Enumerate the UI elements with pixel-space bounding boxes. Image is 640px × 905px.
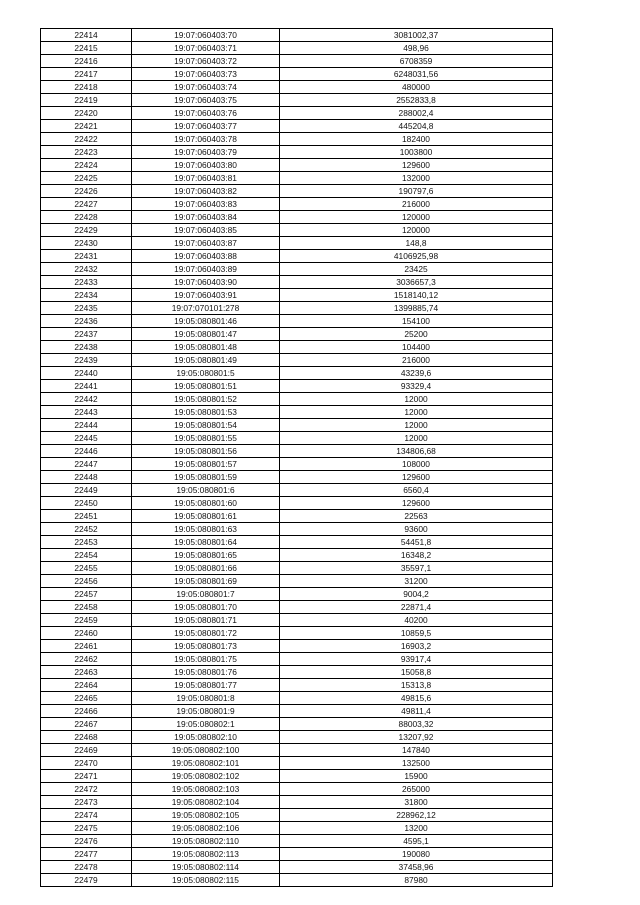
cadastral-number-cell: 19:07:060403:73 (132, 68, 280, 81)
table-row (41, 614, 553, 627)
table-row (41, 445, 553, 458)
value-cell: 12000 (280, 393, 553, 406)
cadastral-number-cell: 19:07:060403:70 (132, 29, 280, 42)
table-row (41, 55, 553, 68)
value-cell: 13200 (280, 822, 553, 835)
cadastral-number-cell: 19:05:080802:113 (132, 848, 280, 861)
value-cell: 129600 (280, 497, 553, 510)
value-cell: 12000 (280, 406, 553, 419)
cadastral-number-cell: 19:05:080801:75 (132, 653, 280, 666)
value-cell: 31800 (280, 796, 553, 809)
table-row (41, 770, 553, 783)
value-cell: 6248031,56 (280, 68, 553, 81)
value-cell: 4595,1 (280, 835, 553, 848)
value-cell: 129600 (280, 159, 553, 172)
table-row (41, 588, 553, 601)
table-row (41, 29, 553, 42)
cadastral-number-cell: 19:05:080801:69 (132, 575, 280, 588)
cadastral-number-cell: 19:05:080802:100 (132, 744, 280, 757)
table-row (41, 484, 553, 497)
value-cell: 6708359 (280, 55, 553, 68)
row-number-cell: 22475 (41, 822, 132, 835)
row-number-cell: 22474 (41, 809, 132, 822)
table-row (41, 458, 553, 471)
value-cell: 40200 (280, 614, 553, 627)
row-number-cell: 22478 (41, 861, 132, 874)
table-row (41, 822, 553, 835)
table-row (41, 172, 553, 185)
value-cell: 445204,8 (280, 120, 553, 133)
value-cell: 16348,2 (280, 549, 553, 562)
value-cell: 182400 (280, 133, 553, 146)
value-cell: 134806,68 (280, 445, 553, 458)
cadastral-number-cell: 19:05:080801:60 (132, 497, 280, 510)
cadastral-number-cell: 19:05:080801:8 (132, 692, 280, 705)
row-number-cell: 22416 (41, 55, 132, 68)
cadastral-number-cell: 19:07:060403:88 (132, 250, 280, 263)
cadastral-number-cell: 19:05:080801:7 (132, 588, 280, 601)
table-row (41, 653, 553, 666)
value-cell: 288002,4 (280, 107, 553, 120)
row-number-cell: 22462 (41, 653, 132, 666)
table-row (41, 783, 553, 796)
row-number-cell: 22425 (41, 172, 132, 185)
cadastral-number-cell: 19:05:080802:115 (132, 874, 280, 887)
value-cell: 480000 (280, 81, 553, 94)
row-number-cell: 22479 (41, 874, 132, 887)
row-number-cell: 22466 (41, 705, 132, 718)
row-number-cell: 22431 (41, 250, 132, 263)
row-number-cell: 22429 (41, 224, 132, 237)
row-number-cell: 22414 (41, 29, 132, 42)
cadastral-number-cell: 19:05:080802:103 (132, 783, 280, 796)
row-number-cell: 22457 (41, 588, 132, 601)
table-row (41, 159, 553, 172)
table-row (41, 809, 553, 822)
table-row (41, 367, 553, 380)
row-number-cell: 22419 (41, 94, 132, 107)
row-number-cell: 22456 (41, 575, 132, 588)
table-row (41, 497, 553, 510)
table-row (41, 848, 553, 861)
table-row (41, 575, 553, 588)
cadastral-number-cell: 19:05:080801:54 (132, 419, 280, 432)
row-number-cell: 22448 (41, 471, 132, 484)
row-number-cell: 22449 (41, 484, 132, 497)
row-number-cell: 22435 (41, 302, 132, 315)
row-number-cell: 22423 (41, 146, 132, 159)
cadastral-number-cell: 19:05:080801:71 (132, 614, 280, 627)
cadastral-number-cell: 19:07:060403:83 (132, 198, 280, 211)
table-row (41, 679, 553, 692)
cadastral-number-cell: 19:07:060403:90 (132, 276, 280, 289)
cadastral-number-cell: 19:05:080801:77 (132, 679, 280, 692)
cadastral-number-cell: 19:05:080801:5 (132, 367, 280, 380)
value-cell: 148,8 (280, 237, 553, 250)
cadastral-number-cell: 19:05:080801:48 (132, 341, 280, 354)
row-number-cell: 22473 (41, 796, 132, 809)
row-number-cell: 22430 (41, 237, 132, 250)
row-number-cell: 22437 (41, 328, 132, 341)
cadastral-number-cell: 19:07:060403:84 (132, 211, 280, 224)
table-row (41, 549, 553, 562)
row-number-cell: 22441 (41, 380, 132, 393)
value-cell: 35597,1 (280, 562, 553, 575)
cadastral-number-cell: 19:05:080802:101 (132, 757, 280, 770)
value-cell: 2552833,8 (280, 94, 553, 107)
table-row (41, 42, 553, 55)
row-number-cell: 22440 (41, 367, 132, 380)
cadastral-number-cell: 19:05:080801:49 (132, 354, 280, 367)
cadastral-number-cell: 19:05:080801:59 (132, 471, 280, 484)
row-number-cell: 22427 (41, 198, 132, 211)
value-cell: 498,96 (280, 42, 553, 55)
row-number-cell: 22463 (41, 666, 132, 679)
value-cell: 12000 (280, 432, 553, 445)
cadastral-number-cell: 19:05:080802:1 (132, 718, 280, 731)
value-cell: 1399885,74 (280, 302, 553, 315)
cadastral-number-cell: 19:05:080801:6 (132, 484, 280, 497)
value-cell: 23425 (280, 263, 553, 276)
cadastral-number-cell: 19:07:060403:78 (132, 133, 280, 146)
value-cell: 22871,4 (280, 601, 553, 614)
cadastral-number-cell: 19:05:080801:70 (132, 601, 280, 614)
value-cell: 265000 (280, 783, 553, 796)
row-number-cell: 22445 (41, 432, 132, 445)
cadastral-number-cell: 19:05:080801:61 (132, 510, 280, 523)
table-row (41, 198, 553, 211)
value-cell: 228962,12 (280, 809, 553, 822)
row-number-cell: 22469 (41, 744, 132, 757)
table-row (41, 289, 553, 302)
table-row (41, 263, 553, 276)
row-number-cell: 22434 (41, 289, 132, 302)
table-row (41, 731, 553, 744)
cadastral-number-cell: 19:05:080802:105 (132, 809, 280, 822)
table-row (41, 224, 553, 237)
table-row (41, 133, 553, 146)
value-cell: 108000 (280, 458, 553, 471)
value-cell: 43239,6 (280, 367, 553, 380)
table-row (41, 406, 553, 419)
table-row (41, 393, 553, 406)
table-row (41, 536, 553, 549)
value-cell: 154100 (280, 315, 553, 328)
row-number-cell: 22451 (41, 510, 132, 523)
row-number-cell: 22426 (41, 185, 132, 198)
table-row (41, 94, 553, 107)
table-row (41, 601, 553, 614)
table-row (41, 328, 553, 341)
value-cell: 31200 (280, 575, 553, 588)
row-number-cell: 22424 (41, 159, 132, 172)
value-cell: 120000 (280, 211, 553, 224)
table-row (41, 692, 553, 705)
cadastral-number-cell: 19:07:060403:76 (132, 107, 280, 120)
row-number-cell: 22467 (41, 718, 132, 731)
row-number-cell: 22454 (41, 549, 132, 562)
value-cell: 93917,4 (280, 653, 553, 666)
table-row (41, 796, 553, 809)
cadastral-number-cell: 19:07:070101:278 (132, 302, 280, 315)
value-cell: 10859,5 (280, 627, 553, 640)
table-row (41, 666, 553, 679)
value-cell: 129600 (280, 471, 553, 484)
cadastral-number-cell: 19:05:080802:104 (132, 796, 280, 809)
cadastral-number-cell: 19:05:080801:64 (132, 536, 280, 549)
cadastral-number-cell: 19:07:060403:72 (132, 55, 280, 68)
row-number-cell: 22420 (41, 107, 132, 120)
value-cell: 147840 (280, 744, 553, 757)
row-number-cell: 22476 (41, 835, 132, 848)
table-row (41, 146, 553, 159)
row-number-cell: 22464 (41, 679, 132, 692)
row-number-cell: 22432 (41, 263, 132, 276)
table-row (41, 120, 553, 133)
value-cell: 132500 (280, 757, 553, 770)
cadastral-number-cell: 19:05:080801:65 (132, 549, 280, 562)
row-number-cell: 22459 (41, 614, 132, 627)
row-number-cell: 22443 (41, 406, 132, 419)
cadastral-number-cell: 19:07:060403:85 (132, 224, 280, 237)
row-number-cell: 22417 (41, 68, 132, 81)
row-number-cell: 22458 (41, 601, 132, 614)
row-number-cell: 22418 (41, 81, 132, 94)
row-number-cell: 22455 (41, 562, 132, 575)
row-number-cell: 22439 (41, 354, 132, 367)
cadastral-number-cell: 19:05:080801:46 (132, 315, 280, 328)
cadastral-number-cell: 19:05:080801:55 (132, 432, 280, 445)
table-row (41, 861, 553, 874)
row-number-cell: 22446 (41, 445, 132, 458)
row-number-cell: 22444 (41, 419, 132, 432)
value-cell: 3081002,37 (280, 29, 553, 42)
table-row (41, 107, 553, 120)
table-row (41, 432, 553, 445)
table-row (41, 627, 553, 640)
table-row (41, 211, 553, 224)
table-row (41, 757, 553, 770)
row-number-cell: 22428 (41, 211, 132, 224)
value-cell: 93600 (280, 523, 553, 536)
value-cell: 25200 (280, 328, 553, 341)
value-cell: 1003800 (280, 146, 553, 159)
table-row (41, 562, 553, 575)
row-number-cell: 22447 (41, 458, 132, 471)
value-cell: 88003,32 (280, 718, 553, 731)
cadastral-number-cell: 19:05:080801:52 (132, 393, 280, 406)
row-number-cell: 22468 (41, 731, 132, 744)
value-cell: 190080 (280, 848, 553, 861)
table-row (41, 419, 553, 432)
value-cell: 15313,8 (280, 679, 553, 692)
table-row (41, 744, 553, 757)
cadastral-number-cell: 19:05:080801:56 (132, 445, 280, 458)
cadastral-number-cell: 19:05:080802:102 (132, 770, 280, 783)
cadastral-number-cell: 19:07:060403:71 (132, 42, 280, 55)
cadastral-number-cell: 19:05:080801:73 (132, 640, 280, 653)
cadastral-number-cell: 19:05:080802:106 (132, 822, 280, 835)
table-row (41, 471, 553, 484)
value-cell: 12000 (280, 419, 553, 432)
cadastral-number-cell: 19:05:080801:47 (132, 328, 280, 341)
table-row (41, 835, 553, 848)
cadastral-number-cell: 19:05:080801:66 (132, 562, 280, 575)
cadastral-number-cell: 19:07:060403:89 (132, 263, 280, 276)
row-number-cell: 22477 (41, 848, 132, 861)
value-cell: 87980 (280, 874, 553, 887)
value-cell: 16903,2 (280, 640, 553, 653)
table-row (41, 510, 553, 523)
table-row (41, 640, 553, 653)
row-number-cell: 22472 (41, 783, 132, 796)
row-number-cell: 22436 (41, 315, 132, 328)
cadastral-number-cell: 19:05:080802:10 (132, 731, 280, 744)
row-number-cell: 22422 (41, 133, 132, 146)
table-row (41, 380, 553, 393)
row-number-cell: 22438 (41, 341, 132, 354)
cadastral-number-cell: 19:07:060403:79 (132, 146, 280, 159)
row-number-cell: 22415 (41, 42, 132, 55)
row-number-cell: 22442 (41, 393, 132, 406)
cadastral-number-cell: 19:07:060403:75 (132, 94, 280, 107)
value-cell: 54451,8 (280, 536, 553, 549)
value-cell: 132000 (280, 172, 553, 185)
cadastral-number-cell: 19:05:080801:63 (132, 523, 280, 536)
row-number-cell: 22453 (41, 536, 132, 549)
value-cell: 15900 (280, 770, 553, 783)
table-row (41, 185, 553, 198)
cadastral-number-cell: 19:07:060403:77 (132, 120, 280, 133)
table-row (41, 874, 553, 887)
value-cell: 49811,4 (280, 705, 553, 718)
row-number-cell: 22460 (41, 627, 132, 640)
table-body (41, 29, 553, 887)
cadastral-number-cell: 19:05:080801:53 (132, 406, 280, 419)
table-row (41, 718, 553, 731)
cadastral-number-cell: 19:05:080802:110 (132, 835, 280, 848)
cadastral-number-cell: 19:07:060403:87 (132, 237, 280, 250)
value-cell: 49815,6 (280, 692, 553, 705)
table-row (41, 250, 553, 263)
row-number-cell: 22433 (41, 276, 132, 289)
value-cell: 13207,92 (280, 731, 553, 744)
cadastral-number-cell: 19:05:080801:57 (132, 458, 280, 471)
value-cell: 104400 (280, 341, 553, 354)
cadastral-number-cell: 19:07:060403:81 (132, 172, 280, 185)
cadastral-number-cell: 19:07:060403:74 (132, 81, 280, 94)
value-cell: 4106925,98 (280, 250, 553, 263)
table-row (41, 237, 553, 250)
row-number-cell: 22471 (41, 770, 132, 783)
cadastral-number-cell: 19:05:080802:114 (132, 861, 280, 874)
cadastral-number-cell: 19:07:060403:80 (132, 159, 280, 172)
value-cell: 1518140,12 (280, 289, 553, 302)
cadastral-number-cell: 19:07:060403:91 (132, 289, 280, 302)
value-cell: 15058,8 (280, 666, 553, 679)
table-row (41, 705, 553, 718)
row-number-cell: 22461 (41, 640, 132, 653)
row-number-cell: 22421 (41, 120, 132, 133)
row-number-cell: 22452 (41, 523, 132, 536)
table-row (41, 354, 553, 367)
value-cell: 6560,4 (280, 484, 553, 497)
table-row (41, 523, 553, 536)
cadastral-number-cell: 19:05:080801:72 (132, 627, 280, 640)
row-number-cell: 22465 (41, 692, 132, 705)
cadastral-number-cell: 19:05:080801:9 (132, 705, 280, 718)
value-cell: 93329,4 (280, 380, 553, 393)
value-cell: 216000 (280, 354, 553, 367)
table-row (41, 315, 553, 328)
cadastral-number-cell: 19:05:080801:76 (132, 666, 280, 679)
cadastral-number-cell: 19:07:060403:82 (132, 185, 280, 198)
data-table (40, 28, 553, 887)
table-row (41, 276, 553, 289)
value-cell: 216000 (280, 198, 553, 211)
value-cell: 37458,96 (280, 861, 553, 874)
row-number-cell: 22470 (41, 757, 132, 770)
value-cell: 22563 (280, 510, 553, 523)
table-row (41, 81, 553, 94)
table-row (41, 302, 553, 315)
table-row (41, 68, 553, 81)
value-cell: 9004,2 (280, 588, 553, 601)
cadastral-number-cell: 19:05:080801:51 (132, 380, 280, 393)
value-cell: 190797,6 (280, 185, 553, 198)
table-row (41, 341, 553, 354)
value-cell: 3036657,3 (280, 276, 553, 289)
row-number-cell: 22450 (41, 497, 132, 510)
value-cell: 120000 (280, 224, 553, 237)
